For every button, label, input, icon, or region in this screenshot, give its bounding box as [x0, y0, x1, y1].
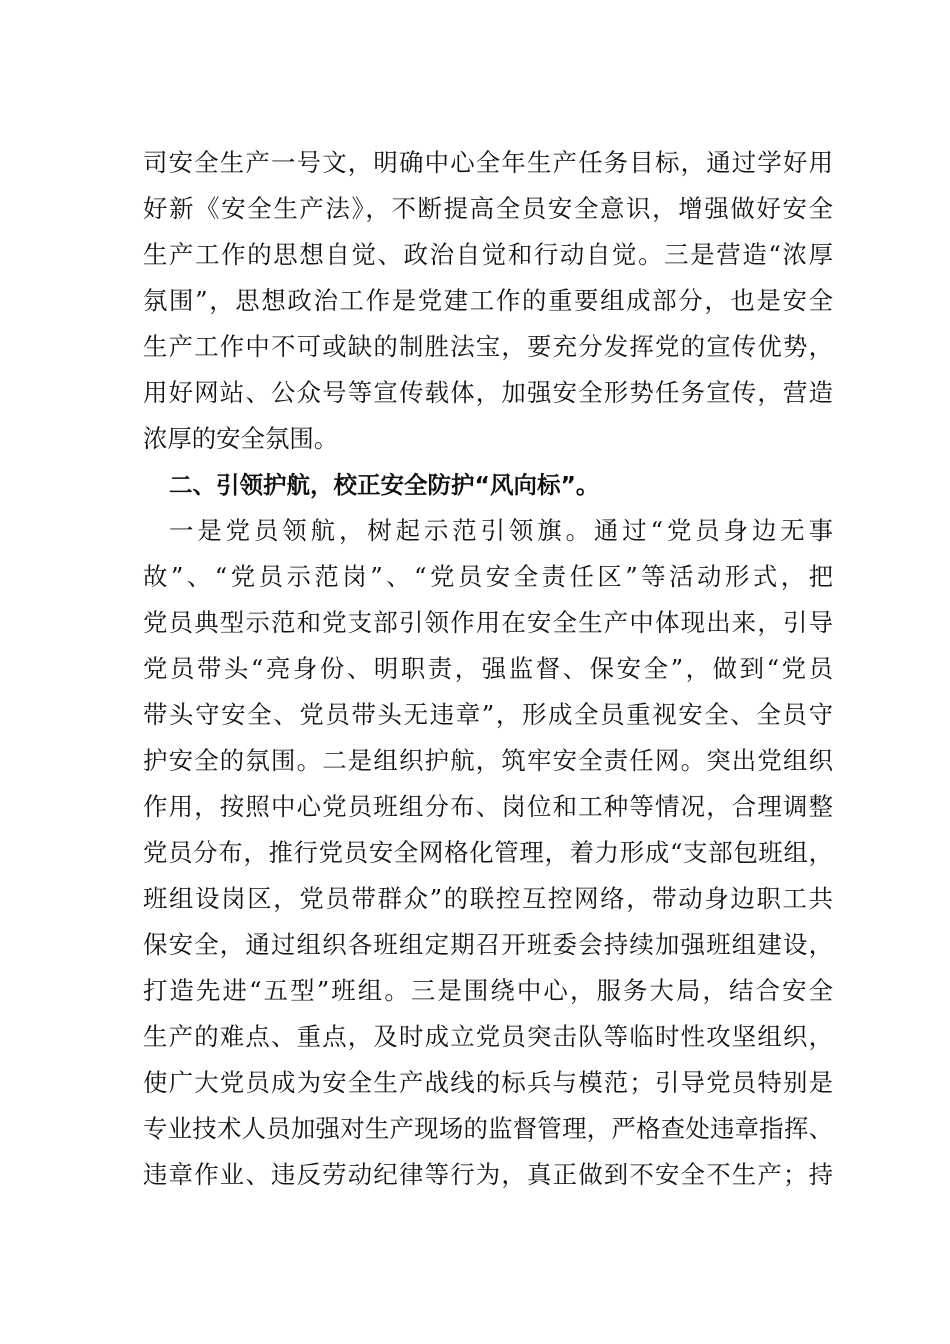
text-line: 专业技术人员加强对生产现场的监督管理，严格查处违章指挥、: [143, 1114, 833, 1143]
text-line: 生产工作中不可或缺的制胜法宝，要充分发挥党的宣传优势，: [143, 332, 833, 361]
text-line: 浓厚的安全氛围。: [143, 424, 339, 453]
text-line: 生产工作的思想自觉、政治自觉和行动自觉。三是营造“浓厚: [143, 240, 833, 269]
text-line: 用好网站、公众号等宣传载体，加强安全形势任务宣传，营造: [143, 378, 833, 407]
section-heading: 二、引领护航，校正安全防护“风向标”。: [169, 471, 600, 499]
text-line: 一是党员领航，树起示范引领旗。通过“党员身边无事: [169, 516, 833, 545]
text-line: 带头守安全、党员带头无违章”，形成全员重视安全、全员守: [143, 700, 833, 729]
text-line: 党员典型示范和党支部引领作用在安全生产中体现出来，引导: [143, 608, 833, 637]
text-line: 打造先进“五型”班组。三是围绕中心，服务大局，结合安全: [143, 976, 833, 1005]
document-body: [143, 140, 833, 1198]
text-line: 生产的难点、重点，及时成立党员突击队等临时性攻坚组织，: [143, 1022, 833, 1051]
text-line: 党员带头“亮身份、明职责，强监督、保安全”，做到“党员: [143, 654, 833, 683]
text-line: 使广大党员成为安全生产战线的标兵与模范；引导党员特别是: [143, 1068, 833, 1097]
text-line: 保安全，通过组织各班组定期召开班委会持续加强班组建设，: [143, 930, 833, 959]
text-line: 司安全生产一号文，明确中心全年生产任务目标，通过学好用: [143, 148, 833, 177]
text-line: 作用，按照中心党员班组分布、岗位和工种等情况，合理调整: [143, 792, 833, 821]
text-line: 违章作业、违反劳动纪律等行为，真正做到不安全不生产；持: [143, 1160, 833, 1189]
text-line: 班组设岗区，党员带群众”的联控互控网络，带动身边职工共: [143, 884, 833, 913]
text-line: 好新《安全生产法》，不断提高全员安全意识，增强做好安全: [143, 194, 833, 223]
text-line: 党员分布，推行党员安全网格化管理，着力形成“支部包班组，: [143, 838, 833, 867]
text-line: 氛围”，思想政治工作是党建工作的重要组成部分，也是安全: [143, 286, 833, 315]
text-line: 故”、“党员示范岗”、“党员安全责任区”等活动形式，把: [143, 562, 833, 591]
text-line: 护安全的氛围。二是组织护航，筑牢安全责任网。突出党组织: [143, 746, 833, 775]
